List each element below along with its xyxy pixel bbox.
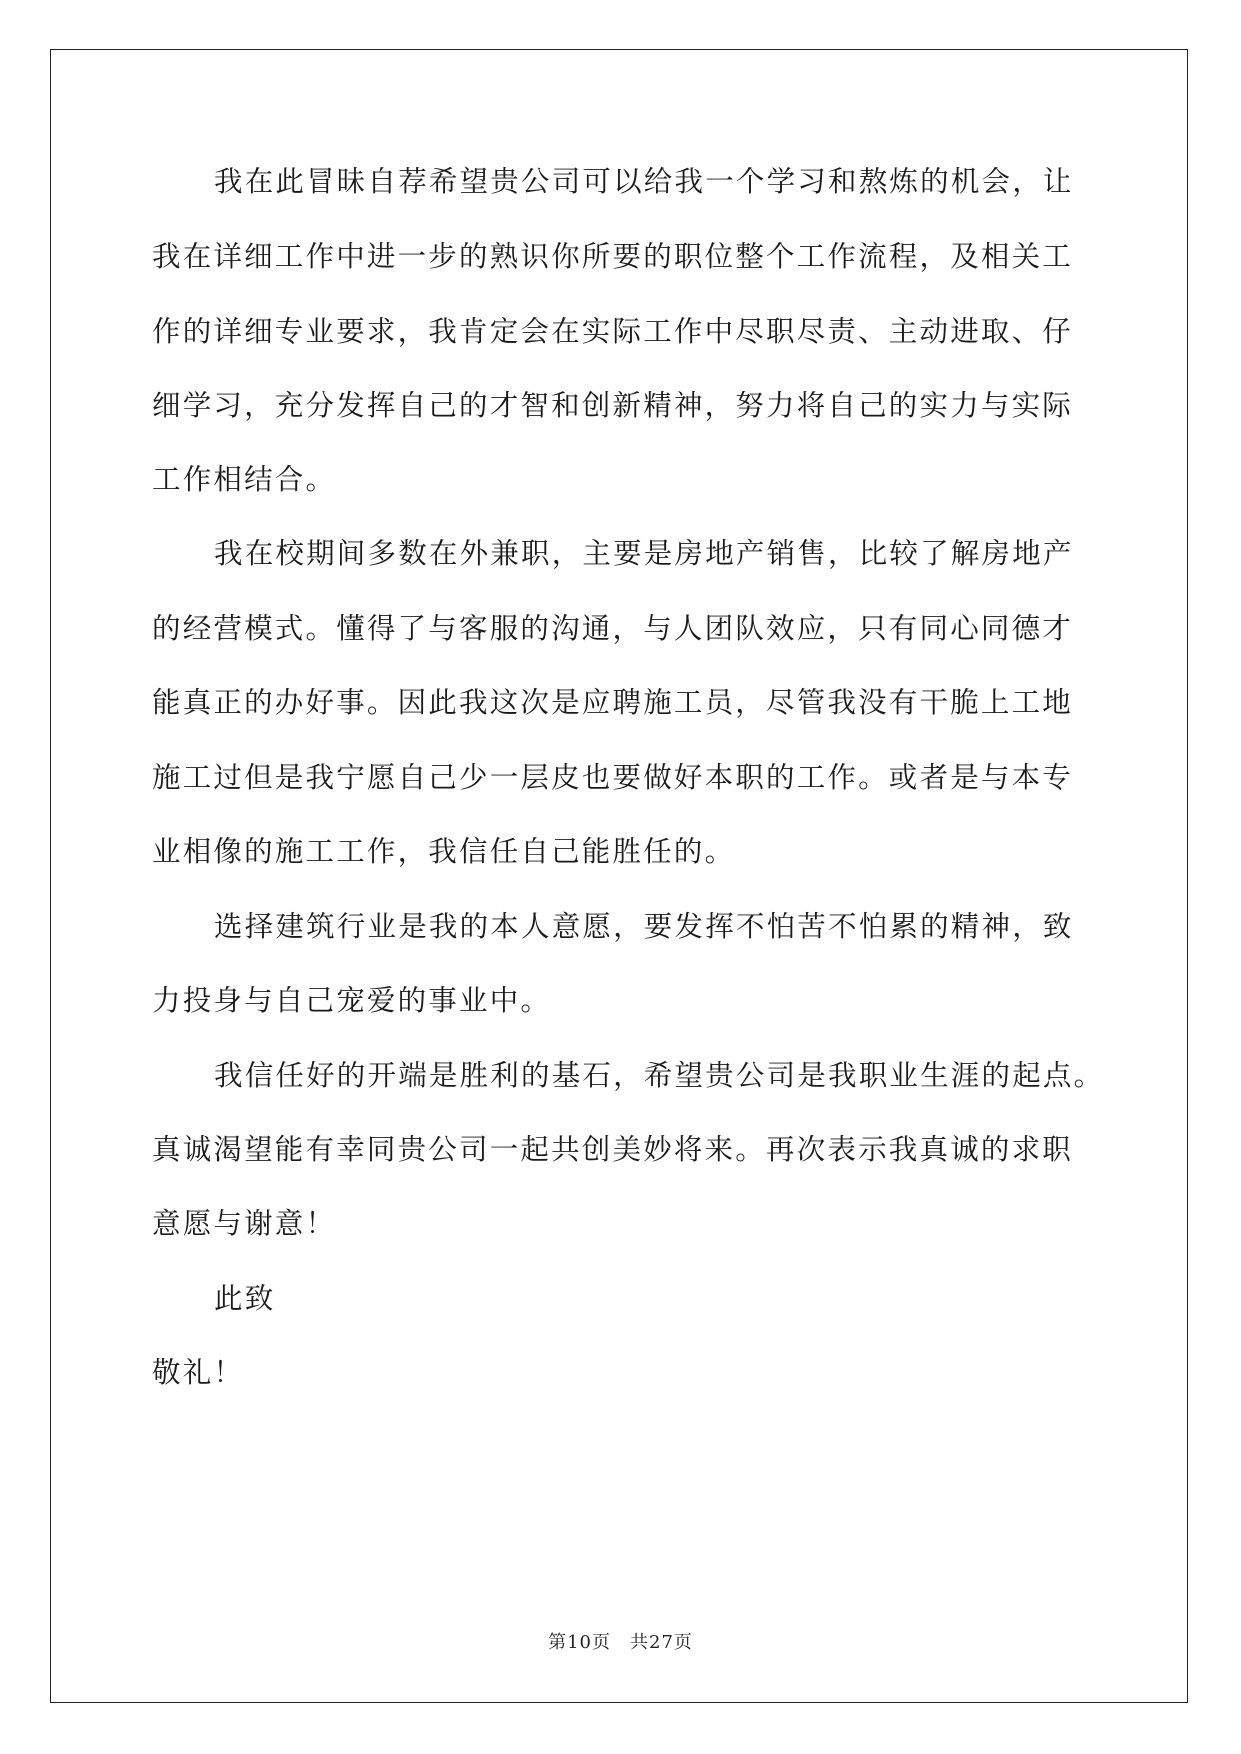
paragraph-line: 的经营模式。懂得了与客服的沟通，与人团队效应，只有同心同德才 [152,612,1074,645]
paragraph-line: 工作相结合。 [152,463,337,496]
paragraph-line: 施工过但是我宁愿自己少一层皮也要做好本职的工作。或者是与本专 [152,761,1074,794]
page-number: 第10页 共27页 [548,1632,693,1653]
paragraph-line: 我信任好的开端是胜利的基石，希望贵公司是我职业生涯的起点。 [214,1059,1105,1092]
salutation-line: 敬礼！ [152,1356,245,1389]
paragraph-line: 能真正的办好事。因此我这次是应聘施工员，尽管我没有干脆上工地 [152,686,1074,719]
paragraph-line: 选择建筑行业是我的本人意愿，要发挥不怕苦不怕累的精神，致 [214,910,1074,943]
paragraph-line: 我在校期间多数在外兼职，主要是房地产销售，比较了解房地产 [214,537,1074,570]
paragraph-line: 我在详细工作中进一步的熟识你所要的职位整个工作流程，及相关工 [152,240,1074,273]
page-border [50,49,1188,1703]
paragraph-line: 业相像的施工工作，我信任自己能胜任的。 [152,835,736,868]
paragraph-line: 真诚渴望能有幸同贵公司一起共创美妙将来。再次表示我真诚的求职 [152,1133,1074,1166]
paragraph-line: 力投身与自己宠爱的事业中。 [152,984,552,1017]
paragraph-line: 细学习，充分发挥自己的才智和创新精神，努力将自己的实力与实际 [152,389,1074,422]
paragraph-line: 意愿与谢意！ [152,1207,337,1240]
paragraph-line: 我在此冒昧自荐希望贵公司可以给我一个学习和熬炼的机会，让 [214,165,1074,198]
closing-line: 此致 [214,1282,276,1315]
paragraph-line: 作的详细专业要求，我肯定会在实际工作中尽职尽责、主动进取、仔 [152,315,1074,348]
